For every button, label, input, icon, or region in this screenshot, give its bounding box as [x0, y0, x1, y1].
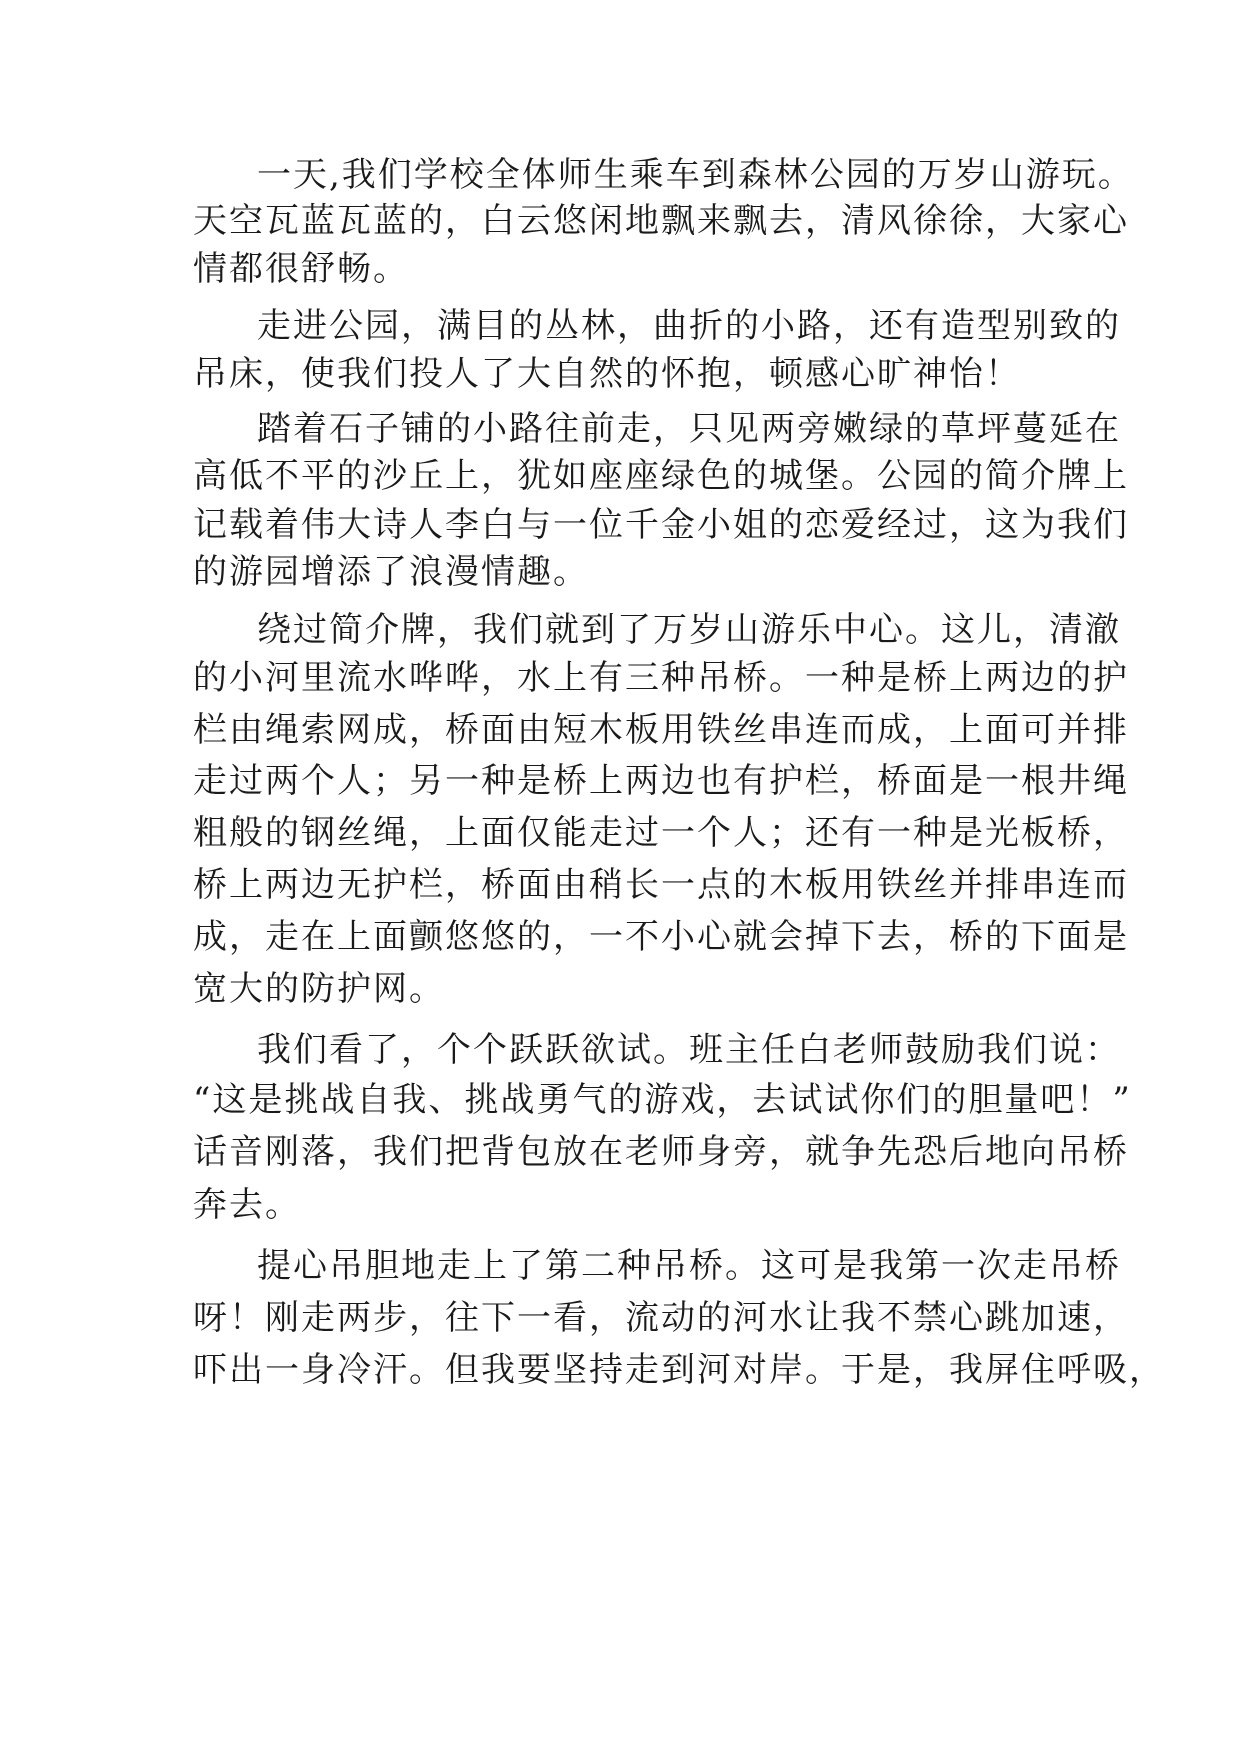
paragraph-4-line-1: 绕过简介牌，我们就到了万岁山游乐中心。这儿，清澈 — [257, 610, 1121, 650]
paragraph-4-line-4: 走过两个人；另一种是桥上两边也有护栏，桥面是一根井绳 — [193, 761, 1129, 801]
paragraph-3-line-2: 高低不平的沙丘上，犹如座座绿色的城堡。公园的简介牌上 — [193, 456, 1129, 496]
paragraph-5-line-1: 我们看了，个个跃跃欲试。班主任白老师鼓励我们说： — [257, 1030, 1121, 1070]
paragraph-2-line-1: 走进公园，满目的丛林，曲折的小路，还有造型别致的 — [257, 306, 1121, 346]
paragraph-1-line-3: 情都很舒畅。 — [193, 249, 409, 289]
paragraph-2-line-2: 吊床，使我们投人了大自然的怀抱，顿感心旷神怡！ — [193, 354, 1021, 394]
paragraph-6-line-3: 吓出一身冷汗。但我要坚持走到河对岸。于是，我屏住呼吸， — [193, 1350, 1165, 1390]
paragraph-1-line-1: 一天,我们学校全体师生乘车到森林公园的万岁山游玩。 — [257, 155, 1134, 195]
paragraph-4-line-6: 桥上两边无护栏，桥面由稍长一点的木板用铁丝并排串连而 — [193, 865, 1129, 905]
paragraph-3-line-3: 记载着伟大诗人李白与一位千金小姐的恋爱经过，这为我们 — [193, 505, 1129, 545]
paragraph-4-line-5: 粗般的钢丝绳，上面仅能走过一个人；还有一种是光板桥， — [193, 813, 1129, 853]
paragraph-4-line-7: 成，走在上面颤悠悠的，一不小心就会掉下去，桥的下面是 — [193, 917, 1129, 957]
paragraph-6-line-2: 呀！刚走两步，往下一看，流动的河水让我不禁心跳加速， — [193, 1298, 1129, 1338]
paragraph-4-line-2: 的小河里流水哗哗，水上有三种吊桥。一种是桥上两边的护 — [193, 658, 1129, 698]
paragraph-6-line-1: 提心吊胆地走上了第二种吊桥。这可是我第一次走吊桥 — [257, 1246, 1121, 1286]
paragraph-4-line-8: 宽大的防护网。 — [193, 969, 445, 1009]
paragraph-4-line-3: 栏由绳索网成，桥面由短木板用铁丝串连而成，上面可并排 — [193, 710, 1129, 750]
paragraph-5-line-2: “这是挑战自我、挑战勇气的游戏，去试试你们的胆量吧！” — [193, 1080, 1132, 1120]
paragraph-1-line-2: 天空瓦蓝瓦蓝的，白云悠闲地飘来飘去，清风徐徐，大家心 — [193, 201, 1129, 241]
paragraph-5-line-4: 奔去。 — [193, 1185, 301, 1225]
paragraph-3-line-4: 的游园增添了浪漫情趣。 — [193, 552, 589, 592]
paragraph-5-line-3: 话音刚落，我们把背包放在老师身旁，就争先恐后地向吊桥 — [193, 1132, 1129, 1172]
paragraph-3-line-1: 踏着石子铺的小路往前走，只见两旁嫩绿的草坪蔓延在 — [257, 409, 1121, 449]
